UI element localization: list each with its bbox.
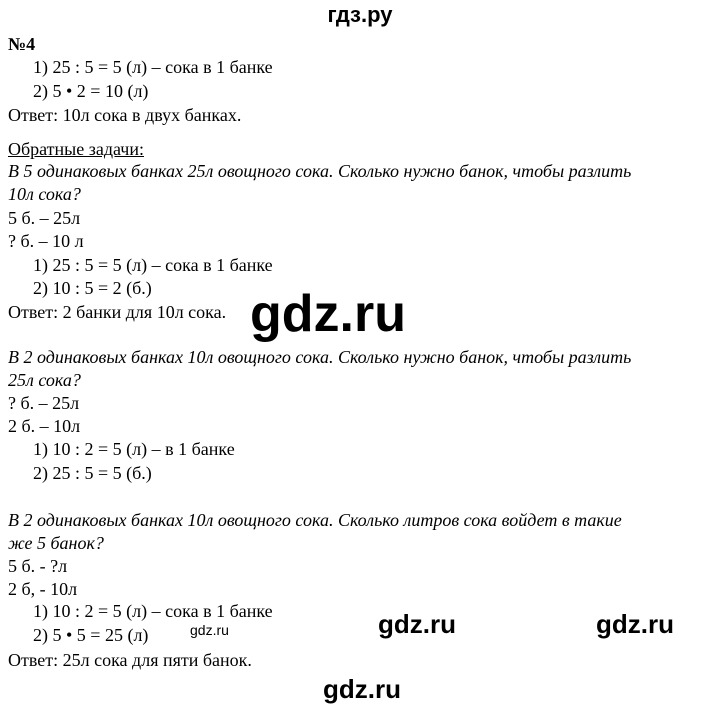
problem1-text-line2: 10л сока?: [8, 184, 81, 204]
problem3-text-line1: В 2 одинаковых банках 10л овощного сока. Сколько литров сока войдет в такие: [8, 510, 622, 530]
watermark-middle-left: gdz.ru: [378, 609, 456, 639]
watermark-large: gdz.ru: [250, 285, 406, 343]
problem2-step-1: 1) 10 : 2 = 5 (л) – в 1 банке: [33, 439, 235, 459]
watermark-small: gdz.ru: [190, 622, 229, 638]
problem1-answer: Ответ: 2 банки для 10л сока.: [8, 302, 227, 322]
problem2-given-1: ? б. – 25л: [8, 393, 80, 413]
problem3-text-line2: же 5 банок?: [8, 533, 104, 553]
problem2-given-2: 2 б. – 10л: [8, 416, 81, 436]
problem1-text-line1: В 5 одинаковых банках 25л овощного сока. Сколько нужно банок, чтобы разлить: [8, 161, 632, 181]
watermark-bottom: gdz.ru: [323, 674, 401, 704]
problem3-given-1: 5 б. - ?л: [8, 556, 68, 576]
task-number: №4: [8, 34, 36, 54]
problem3-answer: Ответ: 25л сока для пяти банок.: [8, 650, 252, 670]
problem1-given-1: 5 б. – 25л: [8, 208, 81, 228]
problem3-given-2: 2 б, - 10л: [8, 579, 78, 599]
task-step-2: 2) 5 • 2 = 10 (л): [33, 81, 149, 101]
inverse-heading: Обратные задачи:: [8, 139, 144, 159]
problem1-step-2: 2) 10 : 5 = 2 (б.): [33, 278, 152, 298]
site-header: гдз.ру: [327, 2, 393, 27]
problem2-step-2: 2) 25 : 5 = 5 (б.): [33, 463, 152, 483]
problem2-text-line2: 25л сока?: [8, 370, 81, 390]
task-answer: Ответ: 10л сока в двух банках.: [8, 105, 242, 125]
problem1-step-1: 1) 25 : 5 = 5 (л) – сока в 1 банке: [33, 255, 273, 275]
watermark-middle-right: gdz.ru: [596, 609, 674, 639]
problem1-given-2: ? б. – 10 л: [8, 231, 84, 251]
problem3-step-1: 1) 10 : 2 = 5 (л) – сока в 1 банке: [33, 601, 273, 621]
task-step-1: 1) 25 : 5 = 5 (л) – сока в 1 банке: [33, 57, 273, 77]
problem2-text-line1: В 2 одинаковых банках 10л овощного сока. Сколько нужно банок, чтобы разлить: [8, 347, 632, 367]
problem3-step-2: 2) 5 • 5 = 25 (л): [33, 625, 149, 645]
